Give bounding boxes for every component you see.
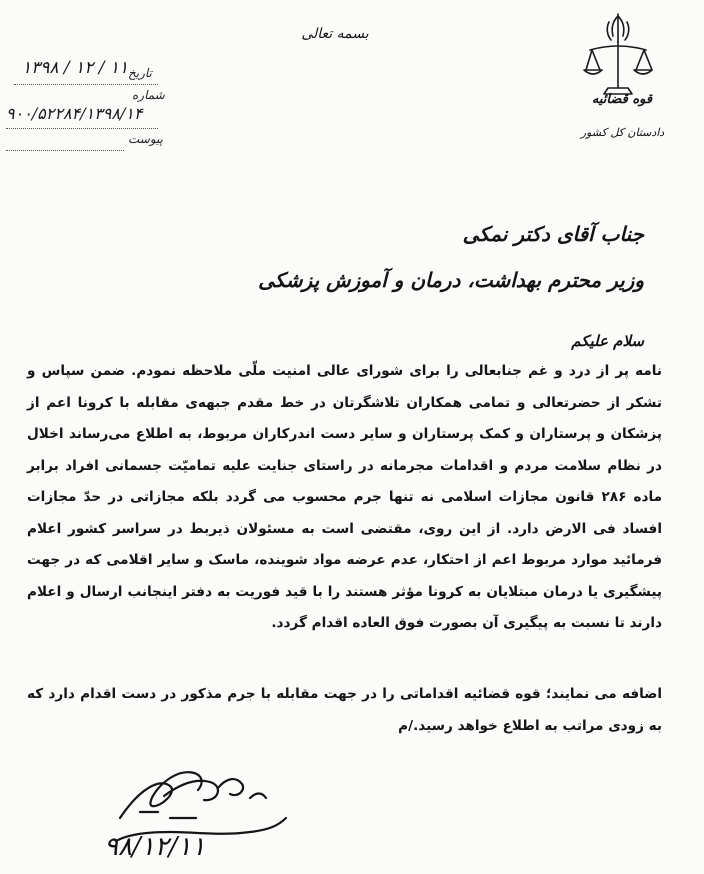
date-rule: [14, 84, 158, 85]
greeting: سلام علیکم: [571, 332, 644, 350]
attachment-label: پیوست: [128, 132, 163, 146]
addressee-name: جناب آقای دکتر نمکی: [462, 222, 644, 246]
date-value: ۱۳۹۸ / ۱۲ / ۱۱: [22, 58, 129, 78]
signature-date: ۹۸/۱۲/۱۱: [104, 832, 206, 862]
organization-name: قوه قضائیه: [591, 92, 653, 107]
body-paragraph-1: نامه پر از درد و غم جنابعالی را برای شورای عالی امنیت ملّی ملاحظه نمودم. ضمن سپاس و تشکر از حضرتعالی و تمامی همکاران تلاشگرتان در خط مقدم جبهه‌ی مقابله با کرونا اعم از پزشکان و پرستاران و کمک پرستاران و سایر دست اندرکاران مربوط، به اطلاع می‌رساند اخلال در نظام سلامت مردم و اقدامات مجرمانه در راستای جنایت علیه تمامیّت جسمانی افراد برابر ماده ۲۸۶ قانون مجازات اسلامی نه تنها جرم محسوب می گردد بلکه مجازاتی در حدّ مجازات افساد فی الارض دارد. از این روی، مقتضی است به مسئولان ذیربط در سراسر کشور اعلام فرمائید موارد مربوط اعم از احتکار، عدم عرضه مواد شوینده، ماسک و سایر اقلامی که در جهت پیشگیری یا درمان مبتلایان به کرونا مؤثر هستند را با قید فوریت به دفتر اینجانب ارسال و اعلام دارند تا نسبت به پیگیری آن بصورت فوق العاده اقدام گردد.: [27, 363, 662, 631]
number-value: ۹۰۰/۵۲۲۸۴/۱۳۹۸/۱۴: [6, 104, 143, 123]
addressee-title: وزیر محترم بهداشت، درمان و آموزش پزشکی: [258, 268, 644, 292]
bismillah-heading: بسمه تعالی: [301, 26, 369, 42]
attachment-rule: [6, 150, 124, 151]
number-rule: [6, 128, 158, 129]
date-label: تاریخ: [128, 66, 152, 80]
body-paragraph-2: اضافه می نمایند؛ قوه قضائیه اقداماتی را در جهت مقابله با جرم مذکور در دست اقدام دارد که به زودی مراتب به اطلاع خواهد رسید./م: [27, 686, 662, 734]
number-label: شماره: [132, 88, 165, 102]
organization-office: دادستان کل کشور: [580, 126, 665, 139]
